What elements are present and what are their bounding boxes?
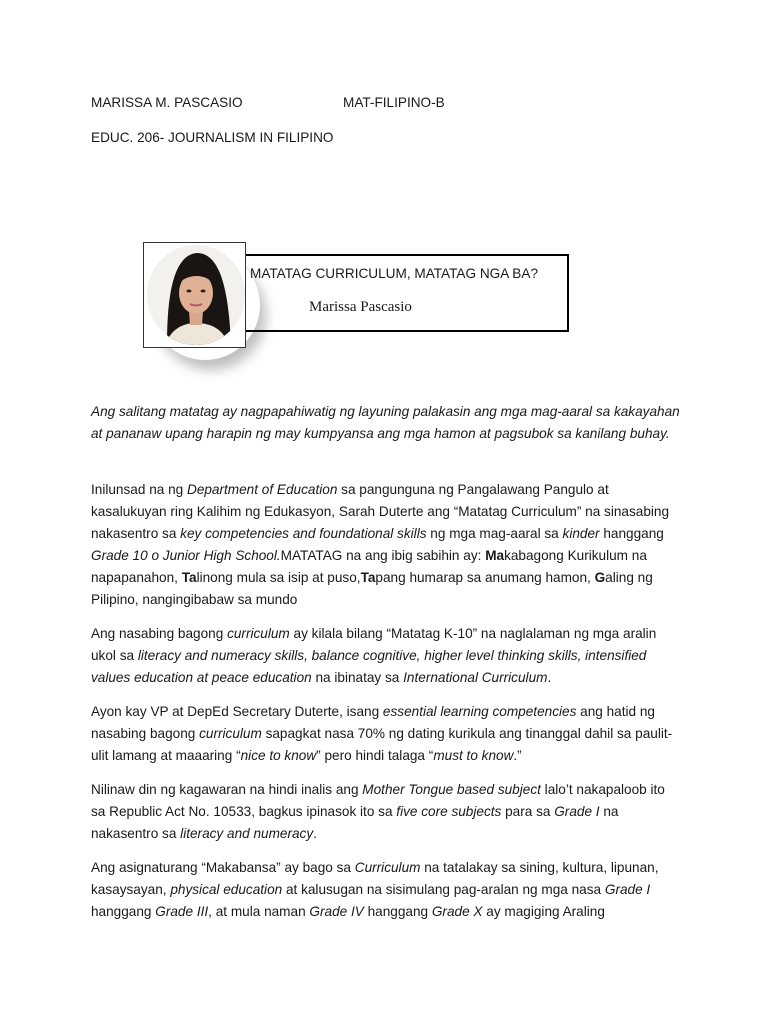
p6-text: Grade I	[604, 882, 651, 897]
p4-text: sapagkat nasa 70% ng dating kurikula ang tinanggal dahil sa paulit-ulit lamang at maaaring “	[91, 726, 673, 763]
header-course: EDUC. 206- JOURNALISM IN FILIPINO	[91, 130, 334, 145]
p3-text: curriculum	[227, 626, 290, 641]
p6-text: na tatalakay sa sining, kultura, lipunan, kasaysayan,	[91, 860, 659, 897]
p2-text: Inilunsad na ng	[91, 482, 187, 497]
p6-text: physical education	[170, 882, 283, 897]
p2-text: pang humarap sa anumang hamon,	[375, 570, 595, 585]
p2-text: ng mga mag-aaral sa	[426, 526, 563, 541]
p2-text: hanggang	[599, 526, 664, 541]
p2-text: key competencies and foundational skills	[180, 526, 427, 541]
p6-text: hanggang	[91, 904, 156, 919]
paragraph-2	[91, 479, 681, 611]
p2-acronym-letter: Ta	[360, 570, 376, 585]
p3-text: ay kilala bilang “Matatag K-10” na naglalaman ng mga aralin ukol sa	[91, 626, 657, 663]
paragraph-6	[91, 857, 681, 923]
p3-text: Ang nasabing bagong	[91, 626, 228, 641]
p6-text: Ang asignaturang “Makabansa” ay bago sa	[91, 860, 355, 875]
p5-text: five core subjects	[396, 804, 502, 819]
p5-text: Grade I	[554, 804, 600, 819]
p6-text: Grade X	[431, 904, 483, 919]
p6-text: at kalusugan na sisimulang pag-aralan ng mga nasa	[282, 882, 605, 897]
p5-text: para sa	[501, 804, 555, 819]
p5-text: .	[313, 826, 317, 841]
p6-text: Grade III	[155, 904, 209, 919]
article-author: Marissa Pascasio	[309, 299, 412, 315]
p2-text: Grade 10 o Junior High School.	[91, 548, 281, 563]
p5-text: na nakasentro sa	[91, 804, 619, 841]
p6-text: , at mula naman	[208, 904, 310, 919]
p2-text: kinder	[562, 526, 600, 541]
p3-text: International Curriculum	[403, 670, 548, 685]
p2-acronym-letter: Ta	[181, 570, 197, 585]
p2-acronym-letter: Ma	[485, 548, 505, 563]
author-photo	[147, 245, 245, 345]
p6-text: Grade IV	[309, 904, 364, 919]
p5-text: lalo’t nakapaloob ito sa Republic Act No. 10533, bagkus ipinasok ito sa	[91, 782, 665, 819]
p5-text: Mother Tongue based subject	[362, 782, 541, 797]
article-title: MATATAG CURRICULUM, MATATAG NGA BA?	[250, 266, 539, 281]
p6-text: hanggang	[363, 904, 432, 919]
p5-text: literacy and numeracy	[180, 826, 314, 841]
header-name: MARISSA M. PASCASIO	[91, 95, 243, 110]
paragraph-4	[91, 701, 681, 767]
p6-text: ay magiging Araling	[482, 904, 605, 919]
p4-text: curriculum	[199, 726, 262, 741]
p3-text: .	[547, 670, 552, 685]
p5-text: Nilinaw din ng kagawaran na hindi inalis ang	[91, 782, 363, 797]
author-portrait-image	[147, 245, 245, 345]
p4-text: ang hatid ng nasabing bagong	[91, 704, 655, 741]
p2-text: Department of Education	[187, 482, 338, 497]
p4-text: Ayon kay VP at DepEd Secretary Duterte, isang	[91, 704, 383, 719]
header-section: MAT-FILIPINO-B	[343, 95, 445, 110]
p4-text: .”	[513, 748, 522, 763]
p4-text: nice to know	[240, 748, 317, 763]
p2-text: sa pangunguna ng Pangalawang Pangulo at kasalukuyan ring Kalihim ng Edukasyon, Sarah Duterte ang “Matatag Curriculum” na sinasabing nakasentro sa	[91, 482, 670, 541]
p4-text: ” pero hindi talaga “	[316, 748, 434, 763]
p2-acronym-letter: G	[594, 570, 606, 585]
paragraph-1	[91, 401, 681, 445]
p4-text: essential learning competencies	[382, 704, 577, 719]
p3-text: literacy and numeracy skills, balance cognitive, higher level thinking skills, intensified values education at peace education	[91, 648, 647, 685]
p2-text: linong mula sa isip at puso,	[196, 570, 361, 585]
p6-text: Curriculum	[354, 860, 421, 875]
paragraph-3	[91, 623, 681, 689]
paragraph-5	[91, 779, 681, 845]
p2-text: kabagong Kurikulum na napapanahon,	[91, 548, 647, 585]
p2-text: aling ng Pilipino, nangingibabaw sa mundo	[91, 570, 653, 607]
p2-text: MATATAG na ang ibig sabihin ay:	[280, 548, 486, 563]
p4-text: must to know	[433, 748, 514, 763]
p1-text: Ang salitang matatag ay nagpapahiwatig ng layuning palakasin ang mga mag-aaral sa kakayahan at pananaw upang harapin ng may kumpyansa ang mga hamon at pagsubok sa kanilang buhay.	[91, 404, 680, 441]
p3-text: na ibinatay sa	[311, 670, 404, 685]
